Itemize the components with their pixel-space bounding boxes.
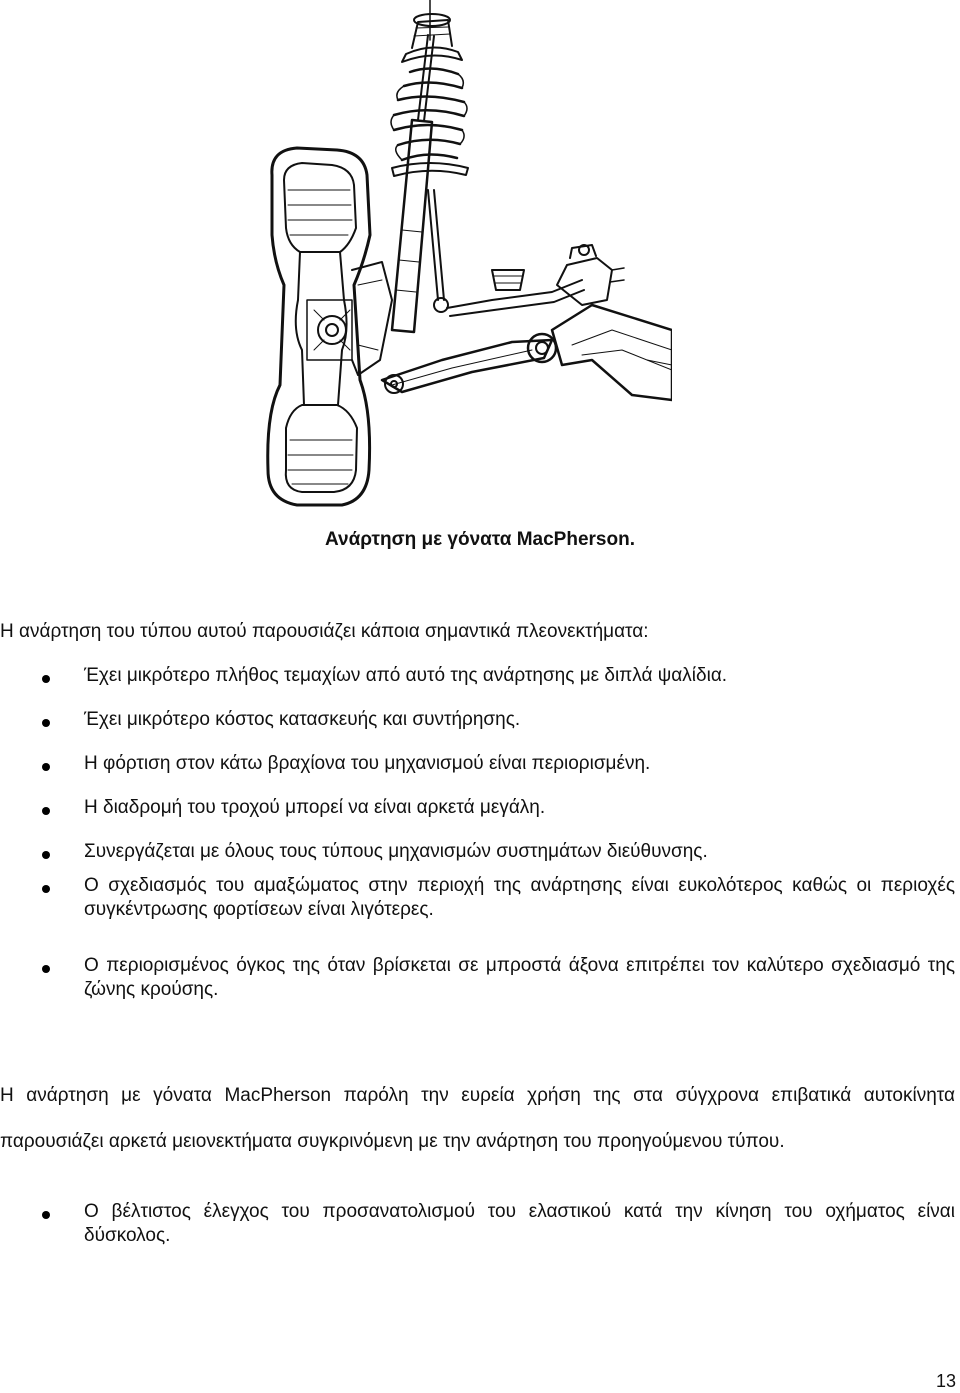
disadvantages-list	[0, 1201, 955, 1290]
advantages-intro: Η ανάρτηση του τύπου αυτού παρουσιάζει κάποια σημαντικά πλεονεκτήματα:	[0, 621, 649, 642]
bullet-icon	[42, 675, 50, 683]
list-item: Έχει μικρότερο κόστος κατασκευής και συντήρησης.	[0, 708, 955, 752]
bullet-icon	[42, 965, 50, 973]
bullet-icon	[42, 851, 50, 859]
figure-caption: Ανάρτηση με γόνατα MacPherson.	[325, 529, 635, 550]
disadvantages-intro: Η ανάρτηση με γόνατα MacPherson παρόλη την ευρεία χρήση της στα σύγχρονα επιβατικά αυτοκίνητα παρουσιάζει αρκετά μειονεκτήματα συγκρινόμενη με την ανάρτηση του προηγούμενου τύπου.	[0, 1085, 955, 1152]
list-item: Η φόρτιση στον κάτω βραχίονα του μηχανισμού είναι περιορισμένη.	[0, 752, 955, 796]
macpherson-suspension-drawing	[252, 0, 672, 515]
list-item: Η διαδρομή του τροχού μπορεί να είναι αρκετά μεγάλη.	[0, 796, 955, 840]
bullet-icon	[42, 1211, 50, 1219]
list-item: Συνεργάζεται με όλους τους τύπους μηχανισμών συστημάτων διεύθυνσης.	[0, 840, 955, 884]
list-item: Έχει μικρότερο πλήθος τεμαχίων από αυτό της ανάρτησης με διπλά ψαλίδια.	[0, 664, 955, 708]
bullet-icon	[42, 763, 50, 771]
page-number: 13	[935, 1371, 956, 1391]
bullet-icon	[42, 719, 50, 727]
list-item: Ο περιορισμένος όγκος της όταν βρίσκεται σε μπροστά άξονα επιτρέπει τον καλύτερο σχεδιασμό της ζώνης κρούσης.	[0, 954, 955, 1044]
list-item: Ο σχεδιασμός του αμαξώματος στην περιοχή της ανάρτησης είναι ευκολότερος καθώς οι περιοχές συγκέντρωσης φορτίσεων είναι λιγότερες.	[0, 874, 955, 964]
list-item: Ο βέλτιστος έλεγχος του προσανατολισμού του ελαστικού κατά την κίνηση του οχήματος είναι δύσκολος.	[0, 1200, 955, 1290]
advantages-list	[0, 664, 955, 1044]
bullet-icon	[42, 807, 50, 815]
bullet-icon	[42, 885, 50, 893]
